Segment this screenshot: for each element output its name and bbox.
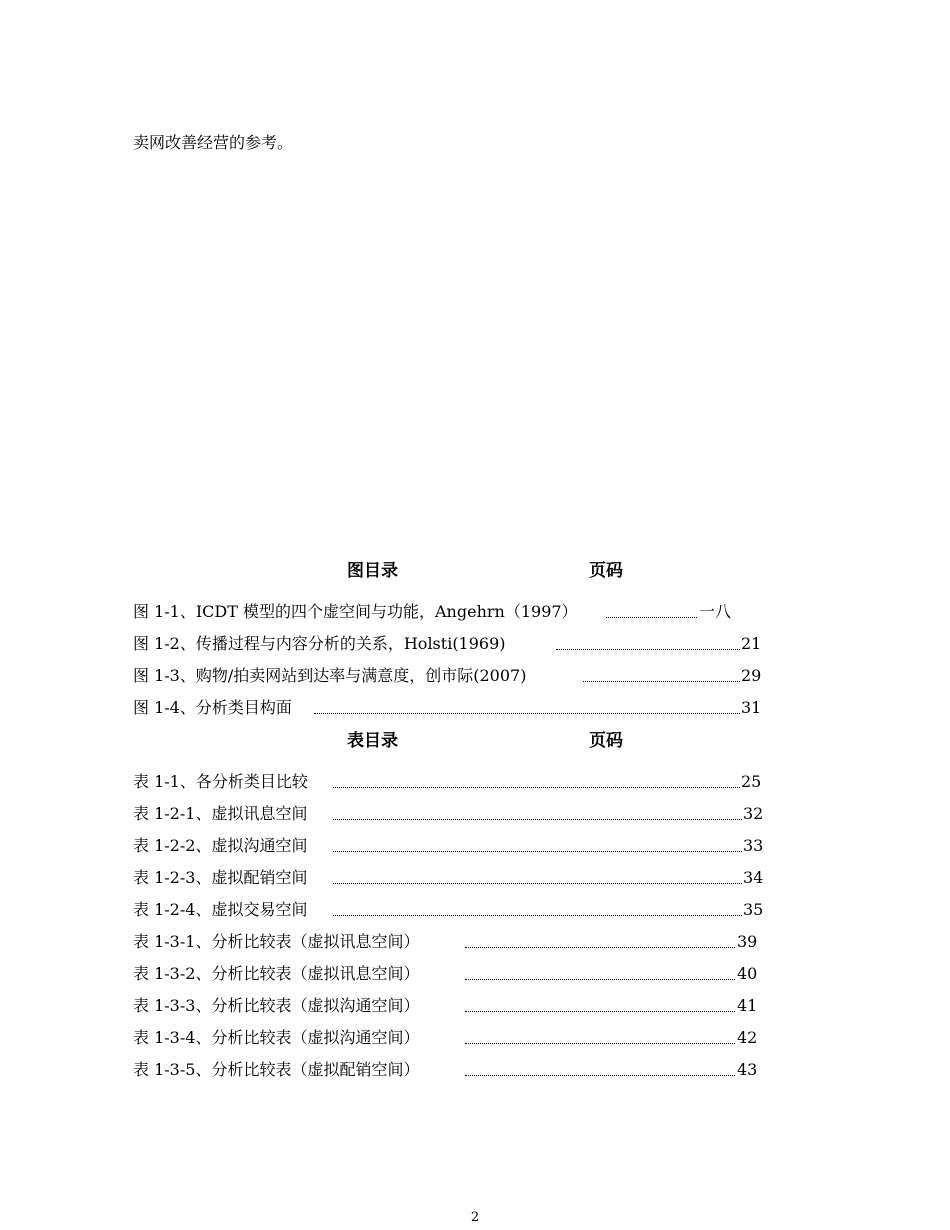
dot-leader [333,819,742,820]
dot-leader [333,883,742,884]
toc-entry-label: 图 1-1、ICDT 模型的四个虚空间与功能，Angehrn（1997） [133,602,578,621]
toc-entry [133,995,773,1027]
toc-entry [133,601,773,633]
toc-entry [133,1059,773,1091]
toc-entry-page: 35 [743,900,764,919]
toc-entry-label: 表 1-2-4、虚拟交易空间 [133,900,308,919]
toc-entry-page: 40 [737,964,758,983]
dot-leader [465,1043,735,1044]
dot-leader [465,979,735,980]
toc-entry [133,867,773,899]
toc-entry-label: 表 1-3-5、分析比较表（虚拟配销空间） [133,1060,420,1079]
dot-leader [333,915,742,916]
toc-entry [133,633,773,665]
toc-entry-page: 25 [741,772,762,791]
toc-entry-page: 39 [737,932,758,951]
page-number: 2 [470,1210,480,1225]
toc-entry-label: 表 1-1、各分析类目比较 [133,772,308,791]
dot-leader [333,851,742,852]
toc-entry-page: 32 [743,804,764,823]
toc-entry-page: 31 [741,698,762,717]
toc-entry-label: 表 1-3-4、分析比较表（虚拟沟通空间） [133,1028,420,1047]
figure-list-heading: 图目录 [347,561,398,581]
dot-leader [606,617,697,618]
dot-leader [465,1011,735,1012]
toc-entry-label: 表 1-2-1、虚拟讯息空间 [133,804,308,823]
toc-entry-label: 表 1-3-3、分析比较表（虚拟沟通空间） [133,996,420,1015]
toc-entry-page: 43 [737,1060,758,1079]
toc-entry-label: 图 1-2、传播过程与内容分析的关系，Holsti(1969) [133,634,506,653]
dot-leader [583,681,740,682]
toc-entry-label: 图 1-4、分析类目构面 [133,698,292,717]
toc-entry [133,899,773,931]
toc-entry-label: 表 1-2-3、虚拟配销空间 [133,868,308,887]
dot-leader [465,1075,735,1076]
toc-entry-label: 表 1-2-2、虚拟沟通空间 [133,836,308,855]
toc-entry-page: 21 [741,634,762,653]
toc-entry [133,835,773,867]
table-list-page-heading: 页码 [589,731,623,751]
toc-entry [133,803,773,835]
toc-entry-label: 表 1-3-2、分析比较表（虚拟讯息空间） [133,964,420,983]
toc-entry [133,771,773,803]
toc-entry-page: 一八 [699,602,732,621]
dot-leader [556,649,740,650]
toc-entry [133,665,773,697]
toc-entry [133,963,773,995]
toc-entry-page: 29 [741,666,762,685]
figure-list [133,601,773,729]
toc-entry [133,697,773,729]
toc-entry-page: 41 [737,996,758,1015]
toc-entry-label: 表 1-3-1、分析比较表（虚拟讯息空间） [133,932,420,951]
toc-entry-page: 42 [737,1028,758,1047]
table-list [133,771,773,1091]
toc-entry-label: 图 1-3、购物/拍卖网站到达率与满意度，创市际(2007) [133,666,527,685]
dot-leader [465,947,735,948]
table-list-heading: 表目录 [347,731,398,751]
toc-entry-page: 33 [743,836,764,855]
dot-leader [333,787,740,788]
toc-entry [133,1027,773,1059]
figure-list-page-heading: 页码 [589,561,623,581]
toc-entry [133,931,773,963]
dot-leader [314,713,740,714]
toc-entry-page: 34 [743,868,764,887]
body-paragraph: 卖网改善经营的参考。 [133,133,294,152]
